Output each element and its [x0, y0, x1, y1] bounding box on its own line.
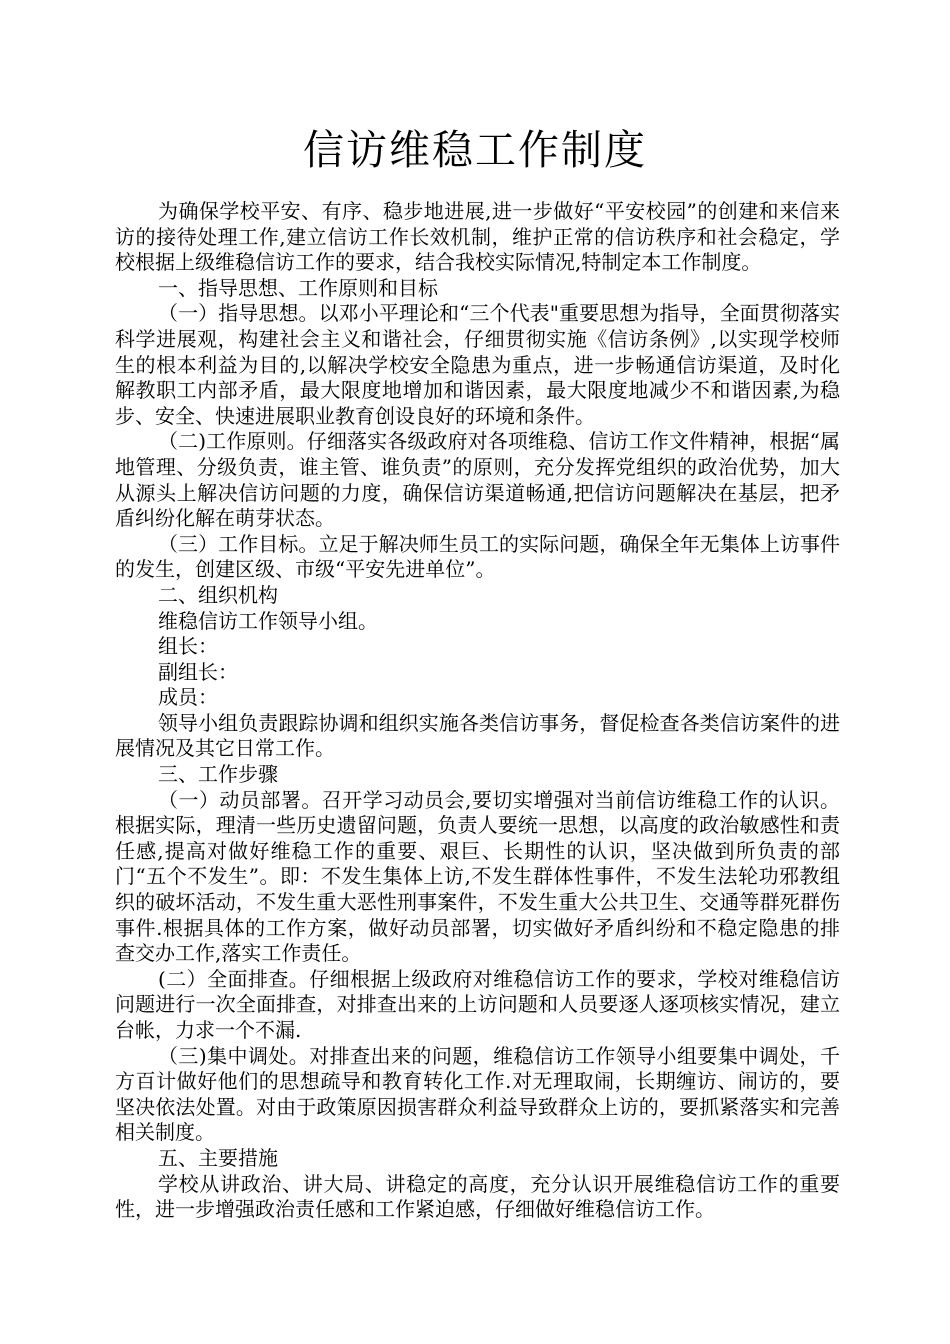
section-heading-1: 一、指导思想、工作原则和目标 — [158, 275, 438, 300]
paragraph-work-goal: （三）工作目标。立足于解决师生员工的实际问题，确保全年无集体上访事件的发生，创建区级、市级“平安先进单位”。 — [115, 531, 840, 582]
paragraph-group-duties: 领导小组负责跟踪协调和组织实施各类信访事务，督促检查各类信访案件的进展情况及其它日常工作。 — [115, 710, 840, 761]
paragraph-work-principle: （二)工作原则。仔细落实各级政府对各项维稳、信访工作文件精神，根据“属地管理、分级负责，谁主管、谁负责”的原则，充分发挥党组织的政治优势，加大从源头上解决信访问题的力度，确保信访渠道畅通,把信访问题解决在基层，把矛盾纠纷化解在萌芽状态。 — [115, 429, 840, 531]
paragraph-deputy-leader: 副组长： — [158, 659, 238, 684]
paragraph-mobilization: （一）动员部署。召开学习动员会,要切实增强对当前信访维稳工作的认识。根据实际，理清一些历史遗留问题，负责人要统一思想，以高度的政治敏感性和责任感,提高对做好维稳工作的重要、艰巨、长期性的认识，坚决做到所负责的部门“五个不发生”。即：不发生集体上访,不发生群体性事件，不发生法轮功邪教组织的破坏活动，不发生重大恶性刑事案件，不发生重大公共卫生、交通等群死群伤事件.根据具体的工作方案，做好动员部署，切实做好矛盾纠纷和不稳定隐患的排查交办工作,落实工作责任。 — [115, 787, 840, 966]
paragraph-mediation: （三)集中调处。对排查出来的问题，维稳信访工作领导小组要集中调处，千方百计做好他们的思想疏导和教育转化工作.对无理取闹，长期缠访、闹访的，要坚决依法处置。对由于政策原因损害群众利益导致群众上访的，要抓紧落实和完善相关制度。 — [115, 1043, 840, 1145]
document-title: 信访维稳工作制度 — [303, 126, 647, 174]
paragraph-guiding-thought: （一）指导思想。以邓小平理论和“三个代表"重要思想为指导，全面贯彻落实科学进展观，构建社会主义和谐社会，仔细贯彻实施《信访条例》,以实现学校师生的根本利益为目的,以解决学校安全隐患为重点，进一步畅通信访渠道，及时化解教职工内部矛盾，最大限度地增加和谐因素，最大限度地减少不和谐因素,为稳步、安全、快速进展职业教育创设良好的环境和条件。 — [115, 301, 840, 428]
paragraph-members: 成员： — [158, 685, 218, 710]
paragraph-investigation: (二）全面排查。仔细根据上级政府对维稳信访工作的要求，学校对维稳信访问题进行一次全面排查，对排查出来的上访问题和人员要逐人逐项核实情况，建立台帐，力求一个不漏. — [115, 966, 840, 1042]
section-heading-3: 三、工作步骤 — [158, 762, 278, 787]
section-heading-5: 五、主要措施 — [158, 1145, 278, 1170]
section-heading-2: 二、组织机构 — [158, 582, 278, 607]
paragraph-intro: 为确保学校平安、有序、稳步地进展,进一步做好“平安校园”的创建和来信来访的接待处理工作,建立信访工作长效机制，维护正常的信访秩序和社会稳定，学校根据上级维稳信访工作的要求，结合我校实际情况,特制定本工作制度。 — [115, 199, 840, 275]
paragraph-measures: 学校从讲政治、讲大局、讲稳定的高度，充分认识开展维稳信访工作的重要性，进一步增强政治责任感和工作紧迫感，仔细做好维稳信访工作。 — [115, 1171, 840, 1222]
paragraph-leading-group: 维稳信访工作领导小组。 — [158, 608, 378, 633]
paragraph-leader: 组长： — [158, 634, 218, 659]
document-body — [115, 199, 840, 1223]
